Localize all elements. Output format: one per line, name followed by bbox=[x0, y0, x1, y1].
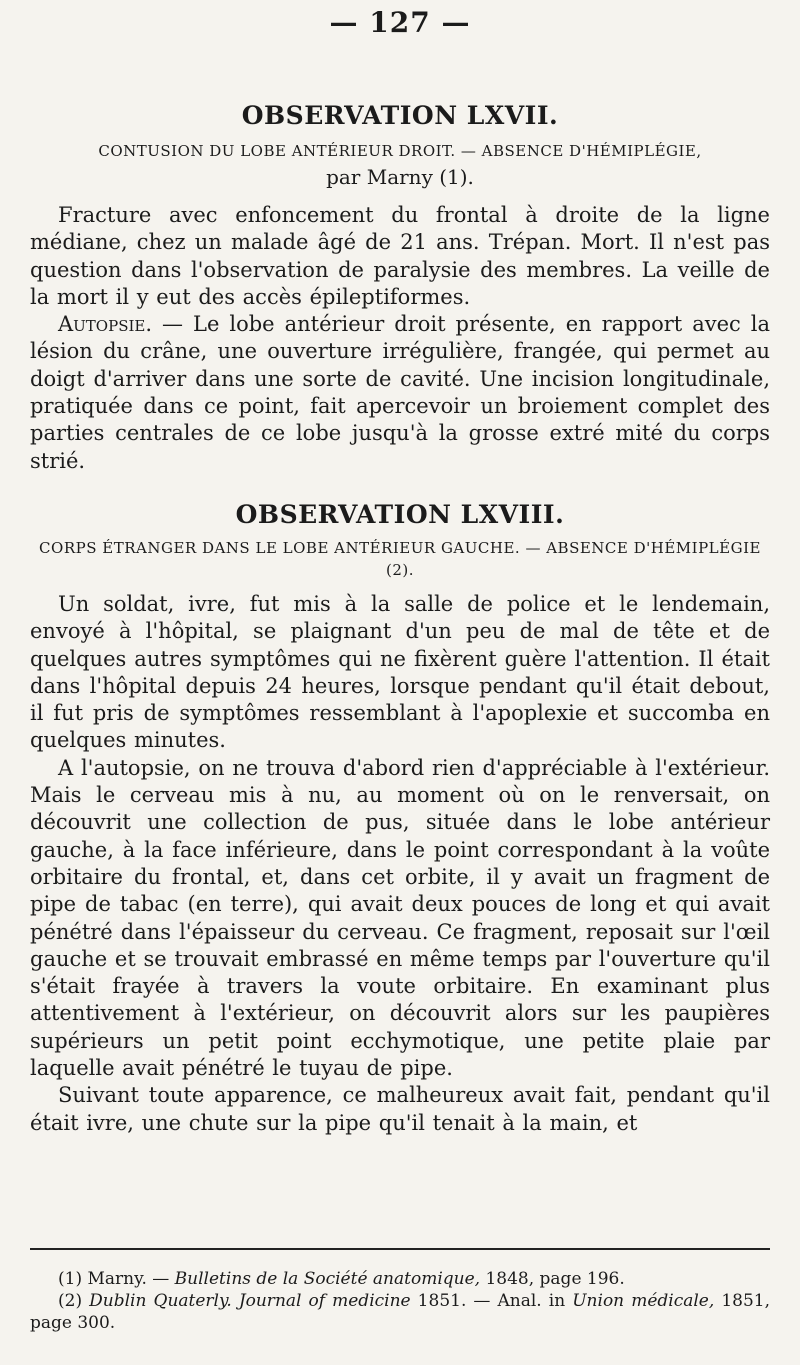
footnote-2-middle: 1851. — Anal. in bbox=[410, 1291, 573, 1311]
observation-title: OBSERVATION LXVIII. bbox=[235, 499, 565, 529]
footnote-2-source-2: Union médicale, bbox=[572, 1291, 715, 1311]
observation-lxviii bbox=[30, 499, 770, 1137]
footnote-2-prefix: (2) bbox=[58, 1291, 90, 1311]
paragraph: A l'autopsie, on ne trouva d'abord rien d'appréciable à l'extérieur. Mais le cerveau mis à nu, au moment où on le renversait, on découvrit une collection de pus, située dans le lobe antérieur gauche, à la face inférieure, dans le point correspondant à la voûte orbitaire du frontal, et, dans cet orbite, il y avait un fragment de pipe de tabac (en terre), qui avait deux pouces de long et qui avait pénétré dans l'épaisseur du cerveau. Ce fragment, reposait sur l'œil gauche et se trouvait embrassé en même temps par l'ouverture qu'il s'était frayée à travers la voute orbitaire. En examinant plus attentivement à l'extérieur, on découvrit alors sur les paupières supérieurs un petit point ecchymotique, une petite plaie par laquelle avait pénétré le tuyau de pipe. bbox=[30, 755, 770, 1081]
footnote-1-prefix: (1) Marny. — bbox=[58, 1269, 175, 1289]
observation-lxvii bbox=[30, 100, 770, 475]
footnote-1 bbox=[30, 1268, 770, 1290]
footnote-2-page: 1851, page 300. bbox=[30, 1291, 771, 1333]
paragraph: Un soldat, ivre, fut mis à la salle de police et le lendemain, envoyé à l'hôpital, se plaignant d'un peu de mal de tête et de quelques autres symptômes qui ne fixèrent guère l'attention. Il était dans l'hôpital depuis 24 heures, lorsque pendant qu'il était debout, il fut pris de symptômes ressemblant à l'apoplexie et succomba en quelques minutes. bbox=[30, 591, 770, 753]
paragraph: Suivant toute apparence, ce malheureux avait fait, pendant qu'il était ivre, une chute sur la pipe qu'il tenait à la main, et bbox=[30, 1083, 770, 1135]
footnote-1-source: Bulletins de la Société anatomique, bbox=[174, 1269, 481, 1289]
page-number: — 127 — bbox=[329, 6, 471, 39]
observation-subtitle: CORPS ÉTRANGER DANS LE LOBE ANTÉRIEUR GAUCHE. — ABSENCE D'HÉMIPLÉGIE (2). bbox=[39, 538, 761, 579]
footnote-1-page: 1848, page 196. bbox=[480, 1269, 625, 1289]
autopsy-paragraph bbox=[30, 311, 770, 475]
autopsy-lead: Autopsie. bbox=[58, 312, 153, 337]
observation-subtitle: CONTUSION DU LOBE ANTÉRIEUR DROIT. — ABSENCE D'HÉMIPLÉGIE, bbox=[98, 142, 702, 160]
observation-title: OBSERVATION LXVII. bbox=[241, 101, 559, 130]
observation-author: par Marny (1). bbox=[326, 165, 474, 189]
page-body bbox=[30, 100, 770, 1137]
autopsy-text: — Le lobe antérieur droit présente, en rapport avec la lésion du crâne, une ouverture irrégulière, frangée, qui permet au doigt d'arriver dans une sorte de cavité. Une incision longitudinale, pratiquée dans ce point, fait apercevoir un broiement complet des parties centrales de ce lobe jusqu'à la grosse extré mité du corps strié. bbox=[30, 312, 770, 473]
footnotes bbox=[30, 1268, 770, 1334]
footnote-2 bbox=[30, 1290, 770, 1334]
footnote-divider bbox=[30, 1248, 770, 1250]
paragraph: Fracture avec enfoncement du frontal à droite de la ligne médiane, chez un malade âgé de 21 ans. Trépan. Mort. Il n'est pas question dans l'observation de paralysie des membres. La veille de la mort il y eut des accès épileptiformes. bbox=[30, 203, 770, 309]
footnote-2-source: Dublin Quaterly. Journal of medicine bbox=[89, 1291, 411, 1311]
